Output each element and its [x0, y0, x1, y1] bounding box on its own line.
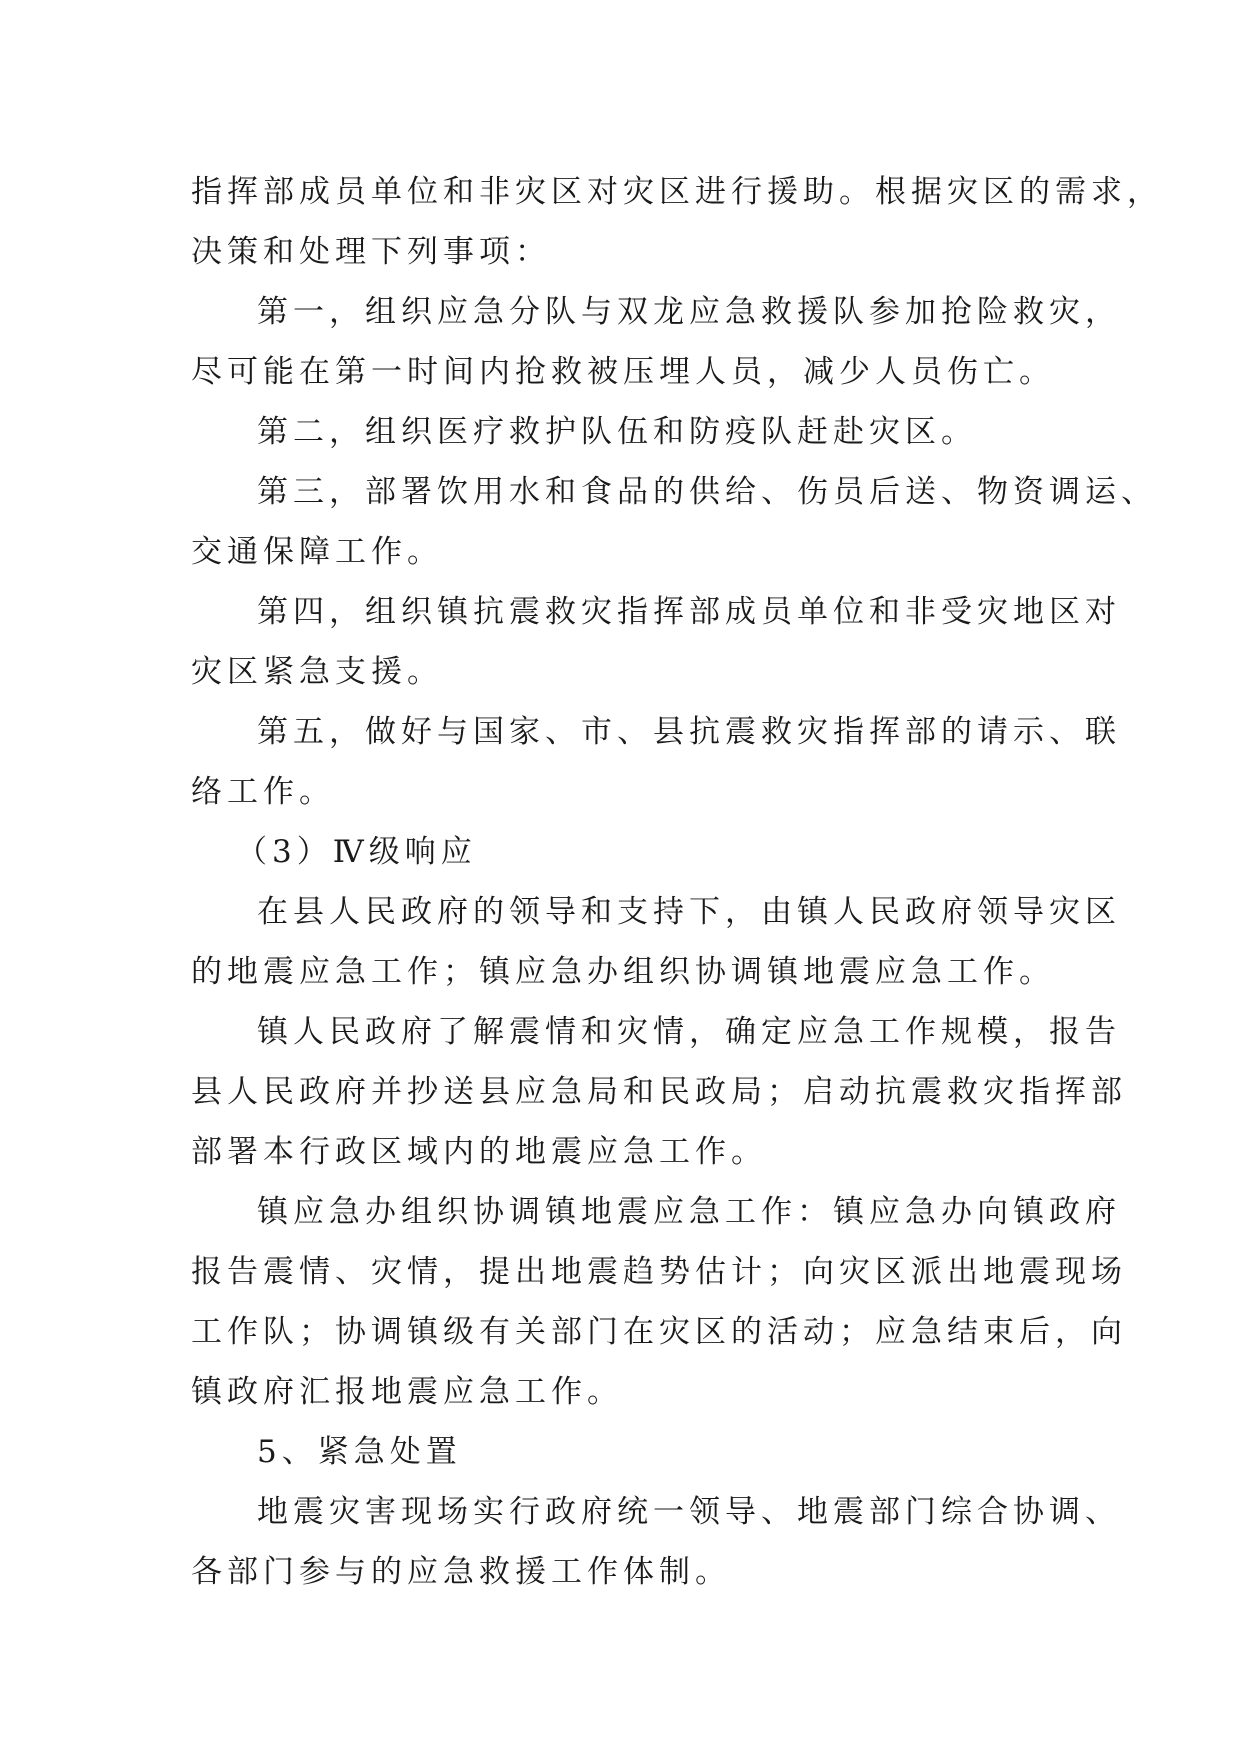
paragraph-start: 地震灾害现场实行政府统一领导、地震部门综合协调、 — [257, 1494, 1121, 1530]
body-line: 各部门参与的应急救援工作体制。 — [191, 1554, 731, 1590]
section-heading-emergency-disposal: 5、紧急处置 — [257, 1434, 462, 1470]
body-line: 尽可能在第一时间内抢救被压埋人员，减少人员伤亡。 — [191, 354, 1055, 390]
body-line: 县人民政府并抄送县应急局和民政局；启动抗震救灾指挥部 — [191, 1074, 1127, 1110]
list-item-fourth: 第四，组织镇抗震救灾指挥部成员单位和非受灾地区对 — [257, 594, 1121, 630]
list-item-third: 第三，部署饮用水和食品的供给、伤员后送、物资调运、 — [257, 474, 1157, 510]
body-line: 络工作。 — [191, 774, 335, 810]
body-line: 部署本行政区域内的地震应急工作。 — [191, 1134, 767, 1170]
body-line: 指挥部成员单位和非灾区对灾区进行援助。根据灾区的需求， — [191, 174, 1163, 210]
body-line: 交通保障工作。 — [191, 534, 443, 570]
body-line: 灾区紧急支援。 — [191, 654, 443, 690]
body-line: 镇政府汇报地震应急工作。 — [191, 1374, 623, 1410]
list-item-second: 第二，组织医疗救护队伍和防疫队赶赴灾区。 — [257, 414, 977, 450]
paragraph-start: 镇应急办组织协调镇地震应急工作：镇应急办向镇政府 — [257, 1194, 1121, 1230]
list-item-fifth: 第五，做好与国家、市、县抗震救灾指挥部的请示、联 — [257, 714, 1121, 750]
list-item-first: 第一，组织应急分队与双龙应急救援队参加抢险救灾， — [257, 294, 1121, 330]
document-body — [191, 162, 1163, 1602]
section-heading-level-4-response: （3）Ⅳ级响应 — [236, 834, 477, 870]
paragraph-start: 镇人民政府了解震情和灾情，确定应急工作规模，报告 — [257, 1014, 1121, 1050]
paragraph-start: 在县人民政府的领导和支持下，由镇人民政府领导灾区 — [257, 894, 1121, 930]
body-line: 的地震应急工作；镇应急办组织协调镇地震应急工作。 — [191, 954, 1055, 990]
body-line: 决策和处理下列事项： — [191, 234, 551, 270]
body-line: 工作队；协调镇级有关部门在灾区的活动；应急结束后，向 — [191, 1314, 1127, 1350]
body-line: 报告震情、灾情，提出地震趋势估计；向灾区派出地震现场 — [191, 1254, 1127, 1290]
